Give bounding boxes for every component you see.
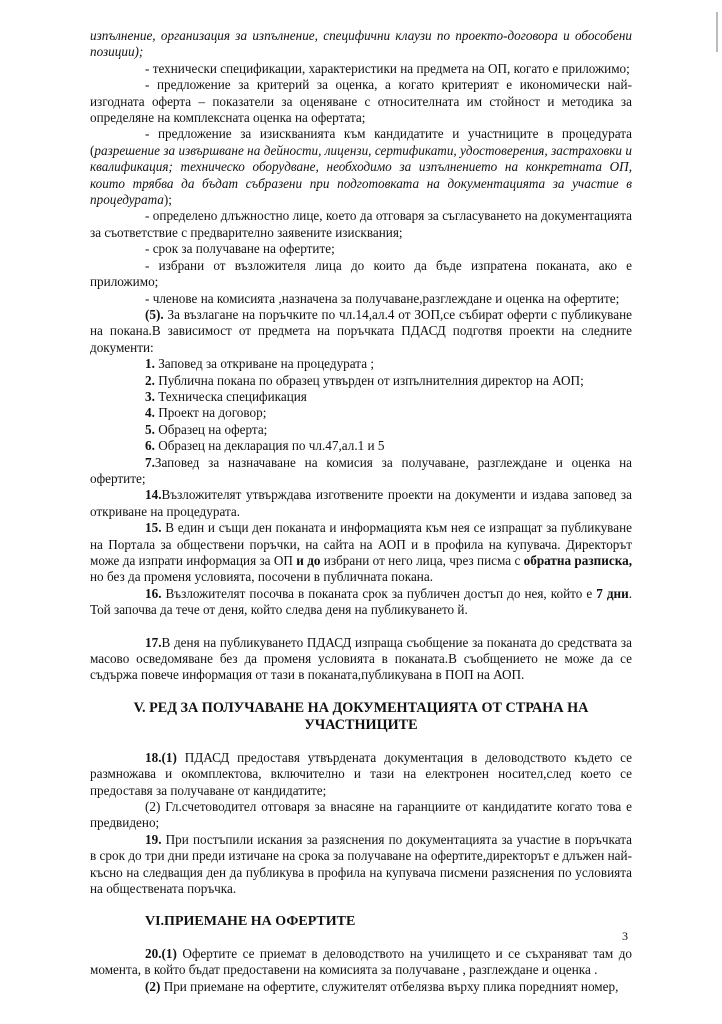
paragraph-5 [90, 307, 632, 356]
section-title-v: V. РЕД ЗА ПОЛУЧАВАНЕ НА ДОКУМЕНТАЦИЯТА ОТ СТРАНА НА УЧАСТНИЦИТЕ [133, 699, 589, 733]
bullet-evaluation-criterion: - предложение за критерий за оценка, а когато критерият е икономически най-изгодната оферта – показатели за оценяване с относителната им стойност и методика за определяне на комплексната оценка на офертата; [90, 77, 632, 126]
bullet-lead: - предложение за изискванията към кандидатите и участниците в процедурата ( [90, 126, 632, 158]
paragraph-18-2: (2) Гл.счетоводител отговаря за внасяне на гаранциите от кандидатите когато това е предвидено; [90, 799, 632, 831]
doc-list-item: 1. Заповед за откриване на процедурата ; [145, 356, 375, 372]
paragraph-text: За възлагане на поръчките по чл.14,ал.4 от ЗОП,се събират оферти с публикуване на покана.В зависимост от предмета на поръчката ПДАСД подготвя проекти на следните документи: [90, 306, 632, 355]
bullet-commission-members: - членове на комисията ,назначена за получаване,разглеждане и оценка на офертите; [145, 290, 620, 306]
section-title-vi: VI.ПРИЕМАНЕ НА ОФЕРТИТЕ [145, 913, 356, 929]
doc-list-item: 3. Техническа спецификация [145, 388, 307, 404]
paragraph-number: (5). [145, 306, 164, 322]
paragraph-15: 15. В един и същи ден поканата и информацията към нея се изпращат за публикуване на Портала за обществени поръчки, на сайта на АОП и в профила на купувача. Директорът може да изпрати информация за ОП и до избрани от него лица, чрез писма с обратна разписка, но без да променя условията, посочени в публичната покана. [90, 520, 632, 585]
bullet-responsible-official: - определено длъжностно лице, което да отговаря за съгласуването на документацията за съответствие с предварително заявените изисквания; [90, 208, 632, 240]
paragraph-7: 7.Заповед за назначаване на комисия за получаване, разглеждане и оценка на офертите; [90, 454, 632, 486]
paragraph-16: 16. Възложителят посочва в поканата срок за публичен достъп до нея, който е 7 дни. Той започва да тече от деня, който следва деня на публикуването й. [90, 585, 632, 618]
paragraph-20-1: 20.(1) Офертите се приемат в деловодството на училището и се съхраняват там до момента, в който бъдат предоставени на комисията за получаване , разглеждане и оценка . [90, 945, 632, 978]
scan-edge-mark [716, 12, 718, 52]
page-number: 3 [622, 929, 628, 943]
doc-list-item: 2. Публична покана по образец утвърден от изпълнителния директор на АОП; [145, 372, 584, 388]
bullet-candidate-requirements [90, 126, 632, 208]
continuation-text: изпълнение, организация за изпълнение, специфични клаузи по проекто-договора и обособени позиции); [90, 28, 632, 60]
bullet-italic-text: разрешение за извършване на дейности, лицензи, сертификати, удостоверения, застраховки и квалификация; техническо оборудване, необходимо за изпълнението на конкретната ОП, които трябва да бъдат събразени при подготовката на документацията за участие в процедурата [90, 142, 632, 208]
doc-list-item: 6. Образец на декларация по чл.47,ал.1 и 5 [145, 438, 385, 454]
bullet-invited-persons: - избрани от възложителя лица до които да бъде изпратена поканата, ако е приложимо; [90, 257, 632, 290]
paragraph-17: 17.В деня на публикуването ПДАСД изпраща съобщение за поканата до средствата за масово осведомяване без да променя условията в поканата.В съобщението не може да се съдържа повече информация от тази в поканата,публикувана в ПОП на АОП. [90, 634, 632, 683]
paragraph-14: 14.Възложителят утвърждава изготвените проекти на документи и издава заповед за откриване на процедурата. [90, 487, 632, 519]
paragraph-19: 19. При постъпили искания за разяснения по документацията за участие в поръчката в срок до три дни преди изтичане на срока за получаване на офертите,директорът е длъжен най-късно на следващия ден да публикува в профила на купувача писмени разяснения по условията на обществената поръчка. [90, 831, 632, 897]
doc-list-item: 5. Образец на оферта; [145, 421, 268, 437]
paragraph-20-2: (2) При приемане на офертите, служителят отбелязва върху плика поредният номер, [145, 978, 619, 994]
doc-list-item: 4. Проект на договор; [145, 405, 267, 421]
paragraph-18-1: 18.(1) ПДАСД предоставя утвърдената документация в деловодството където се размножава и окомплектова, включително и тази на електронен носител,след което се предоставя за получаване от кандидатите; [90, 749, 632, 798]
bullet-end: ); [163, 192, 172, 208]
bullet-technical-specs: - технически спецификации, характеристики на предмета на ОП, когато е приложимо; [145, 60, 630, 76]
bullet-offer-deadline: - срок за получаване на офертите; [145, 241, 335, 257]
